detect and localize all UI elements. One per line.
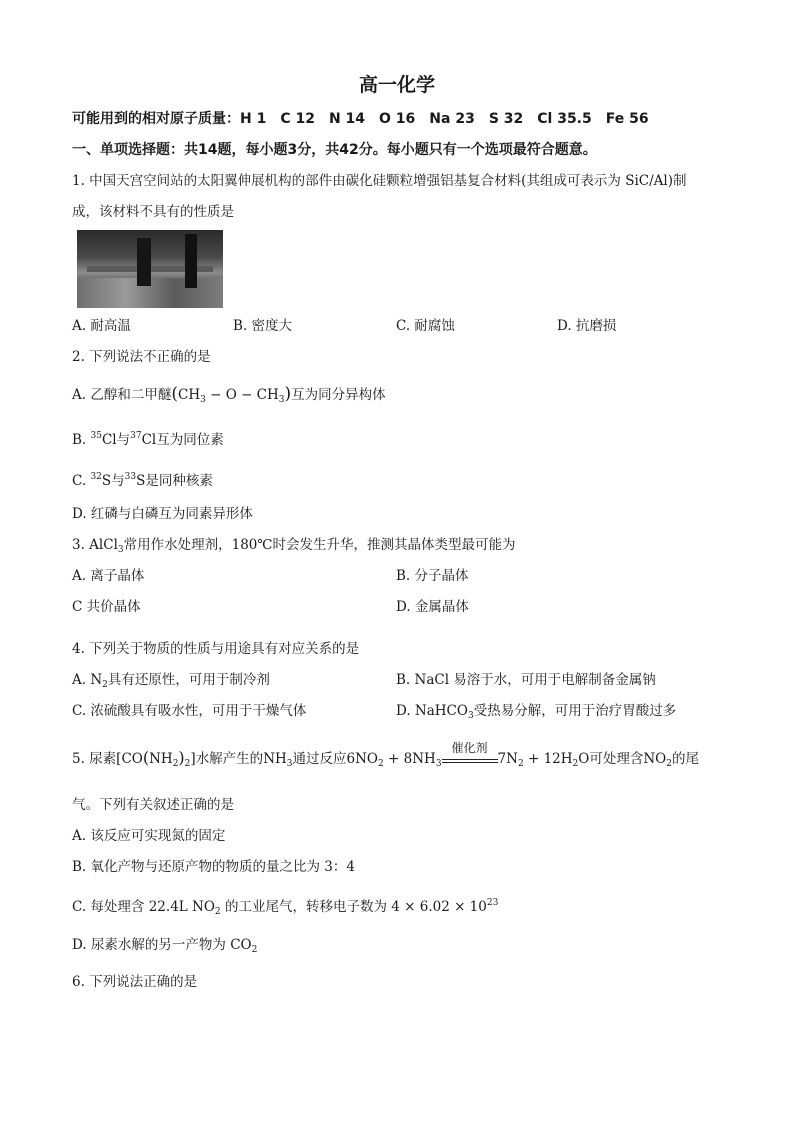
q5-stem-line1: 5. 尿素$[CO(NH_2)_2]$水解产生的$NH_3$通过反应$6NO_2 + 8NH_3$ 催化剂 $7N_2 + 12H_2O$可处理含$NO_2$的尾 xyxy=(72,741,699,769)
q4-stem: 4. 下列关于物质的性质与用途具有对应关系的是 xyxy=(72,641,360,657)
q4-option-a[interactable]: A. $N_2$具有还原性，可用于制冷剂 xyxy=(72,672,270,690)
q4-option-d[interactable]: D. NaHCO$_3$受热易分解，可用于治疗胃酸过多 xyxy=(396,703,677,721)
q1-option-a[interactable]: A. 耐高温 xyxy=(72,318,131,334)
q5-option-c[interactable]: C. 每处理含 22.4L $NO_2$ 的工业尾气，转移电子数为 $4 \times 6.02 \times 10^{23}$ xyxy=(72,898,499,917)
atomic-masses-line: 可能用到的相对原子质量：H 1 C 12 N 14 O 16 Na 23 S 32 Cl 35.5 Fe 56 xyxy=(72,111,649,127)
q3-option-a[interactable]: A. 离子晶体 xyxy=(72,568,145,584)
q1-option-d[interactable]: D. 抗磨损 xyxy=(557,318,617,334)
q5-option-b[interactable]: B. 氧化产物与还原产物的物质的量之比为 3：4 xyxy=(72,859,355,875)
q5-option-a[interactable]: A. 该反应可实现氮的固定 xyxy=(72,828,226,844)
q1-stem-line1: 1. 中国天宫空间站的太阳翼伸展机构的部件由碳化硅颗粒增强铝基复合材料(其组成可表示为 SiC/Al)制 xyxy=(72,173,687,189)
q4-option-c[interactable]: C. 浓硫酸具有吸水性，可用于干燥气体 xyxy=(72,703,307,719)
q5-option-d[interactable]: D. 尿素水解的另一产物为 $CO_2$ xyxy=(72,937,258,955)
section-heading: 一、单项选择题：共14题，每小题3分，共42分。每小题只有一个选项最符合题意。 xyxy=(72,142,597,158)
q2-stem: 2. 下列说法不正确的是 xyxy=(72,349,211,365)
q2-option-a[interactable]: A. 乙醇和二甲醚$(CH_3 - O - CH_3)$互为同分异构体 xyxy=(72,384,386,405)
q1-stem-line2: 成，该材料不具有的性质是 xyxy=(72,204,234,220)
page-title: 高一化学 xyxy=(358,74,435,96)
q1-option-b[interactable]: B. 密度大 xyxy=(233,318,293,334)
catalyst-arrow: 催化剂 xyxy=(442,753,498,763)
q1-option-c[interactable]: C. 耐腐蚀 xyxy=(396,318,455,334)
q3-option-b[interactable]: B. 分子晶体 xyxy=(396,568,469,584)
q2-option-d[interactable]: D. 红磷与白磷互为同素异形体 xyxy=(72,506,253,522)
q2-option-c[interactable]: C. $^{32}$S与$^{33}$S是同种核素 xyxy=(72,472,213,489)
q6-stem: 6. 下列说法正确的是 xyxy=(72,974,198,990)
q3-option-c[interactable]: C 共价晶体 xyxy=(72,599,141,615)
space-station-photo xyxy=(77,230,223,308)
q2-option-b[interactable]: B. $^{35}$Cl与$^{37}$Cl互为同位素 xyxy=(72,431,224,448)
q4-option-b[interactable]: B. NaCl 易溶于水，可用于电解制备金属钠 xyxy=(396,672,656,688)
q3-option-d[interactable]: D. 金属晶体 xyxy=(396,599,469,615)
q3-stem: 3. AlCl$_3$常用作水处理剂，180℃时会发生升华，推测其晶体类型最可能为 xyxy=(72,537,516,555)
q5-stem-line2: 气。下列有关叙述正确的是 xyxy=(72,797,234,813)
